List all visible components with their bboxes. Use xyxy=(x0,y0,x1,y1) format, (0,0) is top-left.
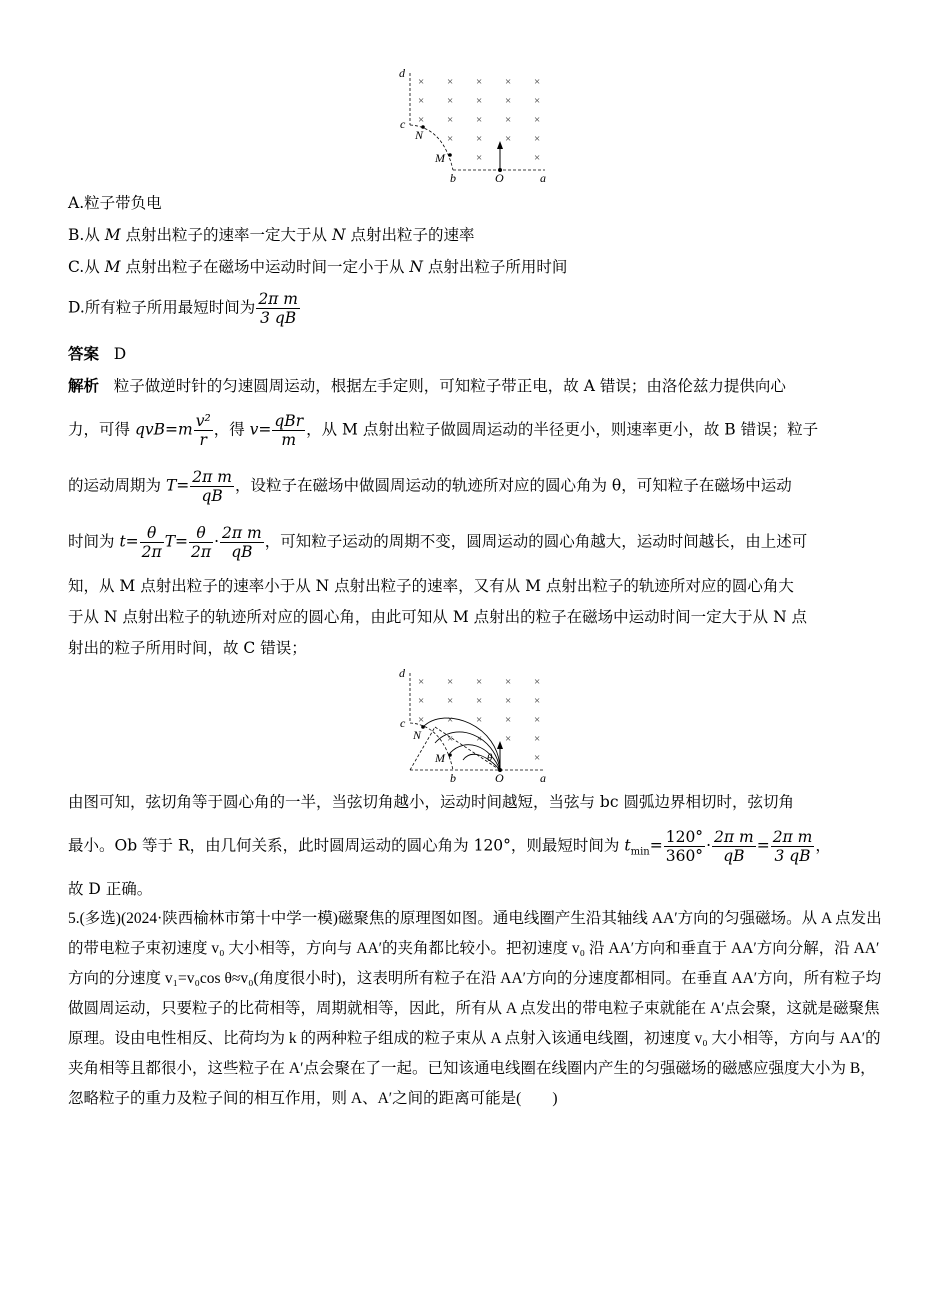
analysis-line-7: 射出的粒子所用时间，故 C 错误； xyxy=(68,639,307,657)
analysis-line-2: 力，可得 qvB=m $\frac{\text{v²}}{r}$ ，得 v= $\frac{\text{qBr}}{m}$ ，从 M 点射出粒子做圆周运动的半径更小，则速率更小，故 B 错误；粒子 xyxy=(68,412,819,449)
label-M: M xyxy=(435,151,445,165)
label-a: a xyxy=(540,171,546,185)
field-cross: × xyxy=(476,114,483,126)
analysis-line-6: 于从 N 点射出粒子的轨迹所对应的圆心角，由此可知从 M 点射出的粒子在磁场中运动时间一定大于从 N 点 xyxy=(68,608,808,626)
field-cross: × xyxy=(447,695,454,707)
field-cross: × xyxy=(476,695,483,707)
field-cross: × xyxy=(476,714,483,726)
label-b: b xyxy=(450,171,456,185)
field-cross: × xyxy=(476,95,483,107)
field-cross: × xyxy=(505,133,512,145)
field-cross: × xyxy=(534,152,541,164)
analysis-line-1: 解析 粒子做逆时针的匀速圆周运动，根据左手定则，可知粒子带正电，故 A 错误；由洛伦兹力提供向心 xyxy=(68,377,786,395)
field-cross: × xyxy=(418,114,425,126)
label-M: M xyxy=(435,751,445,765)
field-cross: × xyxy=(505,114,512,126)
field-cross: × xyxy=(534,114,541,126)
field-cross: × xyxy=(505,76,512,88)
field-cross: × xyxy=(476,152,483,164)
option-b: B.从 M 点射出粒子的速率一定大于从 N 点射出粒子的速率 xyxy=(68,226,475,244)
analysis-line-4: 时间为 t= $\frac{\theta}{2\pi}$ T= $\frac{\theta}{2\pi}$ · $\frac{\text{2π m}}{qB}$ ，可知粒子运动的周期不变，圆周运动的圆心角越大，运动时间越长，由上述可 xyxy=(68,524,808,561)
field-cross: × xyxy=(534,76,541,88)
analysis-line-9: 最小。Ob 等于 R，由几何关系，此时圆周运动的圆心角为 120°，则最短时间为 $t_{min}=$ $\frac{120^\circ}{360^\circ}$ · $\frac{\text{2π m}}{qB}$ = $\frac{\text{2π m}}{3 qB}$ ， xyxy=(68,828,831,865)
field-cross: × xyxy=(447,733,454,745)
field-cross: × xyxy=(476,733,483,745)
field-cross: × xyxy=(534,95,541,107)
magnetic-field-figure-1 xyxy=(395,65,555,185)
label-b: b xyxy=(450,771,456,785)
field-cross: × xyxy=(418,76,425,88)
field-cross: × xyxy=(534,714,541,726)
label-theta: θ xyxy=(487,752,493,764)
magnetic-field-figure-2 xyxy=(395,665,555,785)
field-cross: × xyxy=(505,676,512,688)
field-cross: × xyxy=(505,733,512,745)
analysis-line-3: 的运动周期为 T= $\frac{\text{2π m}}{qB}$ ，设粒子在磁场中做圆周运动的轨迹所对应的圆心角为 θ，可知粒子在磁场中运动 xyxy=(68,468,792,505)
field-cross: × xyxy=(534,752,541,764)
field-cross: × xyxy=(447,133,454,145)
field-cross: × xyxy=(505,695,512,707)
analysis-line-10: 故 D 正确。 xyxy=(68,880,153,898)
field-cross: × xyxy=(505,714,512,726)
field-cross: × xyxy=(418,714,425,726)
label-d: d xyxy=(399,66,405,80)
field-cross: × xyxy=(418,676,425,688)
option-d: D.所有粒子所用最短时间为 $\frac{\text{2π m}}{3 qB}$ xyxy=(68,290,298,327)
field-cross: × xyxy=(447,95,454,107)
field-cross: × xyxy=(534,133,541,145)
label-d: d xyxy=(399,666,405,680)
field-cross: × xyxy=(505,95,512,107)
answer: 答案 D xyxy=(68,345,127,363)
label-N: N xyxy=(413,728,422,742)
field-cross: × xyxy=(534,676,541,688)
label-c: c xyxy=(400,716,406,730)
field-cross: × xyxy=(447,114,454,126)
label-c: c xyxy=(400,117,406,131)
analysis-line-8: 由图可知，弦切角等于圆心角的一半，当弦切角越小，运动时间越短，当弦与 bc 圆弧边界相切时，弦切角 xyxy=(68,793,794,811)
field-cross: × xyxy=(418,95,425,107)
label-a: a xyxy=(540,771,546,785)
field-cross: × xyxy=(534,733,541,745)
option-c: C.从 M 点射出粒子在磁场中运动时间一定小于从 N 点射出粒子所用时间 xyxy=(68,258,568,276)
label-O: O xyxy=(495,171,504,185)
field-cross: × xyxy=(476,76,483,88)
field-cross: × xyxy=(418,695,425,707)
analysis-line-5: 知，从 M 点射出粒子的速率小于从 N 点射出粒子的速率，又有从 M 点射出粒子的轨迹所对应的圆心角大 xyxy=(68,577,794,595)
option-a: A.粒子带负电 xyxy=(68,194,162,212)
label-O: O xyxy=(495,771,504,785)
field-cross: × xyxy=(476,133,483,145)
field-cross: × xyxy=(447,676,454,688)
question-5: 5.(多选)(2024·陕西榆林市第十中学一模)磁聚焦的原理图如图。通电线圈产生沿其轴线 AA′方向的匀强磁场。从 A 点发出的带电粒子束初速度 v₀ 大小相等，方向与 AA′的夹角都比较小。把初速度 v₀ 沿 AA′方向和垂直于 AA′方向分解，沿 AA′方向的分速度 v₁=v₀cos θ≈v₀(角度很小时)，这表明所有粒子在沿 AA′方向的分速度都相同。在垂直 AA′方向，所有粒子均做圆周运动，只要粒子的比荷相等，周期就相等，因此，所有从 A 点发出的带电粒子束就能在 A′点会聚，这就是磁聚焦原理。设由电性相反、比荷均为 k 的两种粒子组成的粒子束从 A 点射入该通电线圈，初速度 v₀ 大小相等，方向与 AA′的夹角相等且都很小，这些粒子在 A′点会聚在了一起。已知该通电线圈在线圈内产生的匀强磁场的磁感应强度大小为 B，忽略粒子的重力及粒子间的相互作用，则 A、A′之间的距离可能是( ) xyxy=(68,910,882,1107)
field-cross: × xyxy=(476,676,483,688)
field-cross: × xyxy=(534,695,541,707)
label-N: N xyxy=(415,128,424,142)
field-cross: × xyxy=(447,714,454,726)
field-cross: × xyxy=(447,76,454,88)
